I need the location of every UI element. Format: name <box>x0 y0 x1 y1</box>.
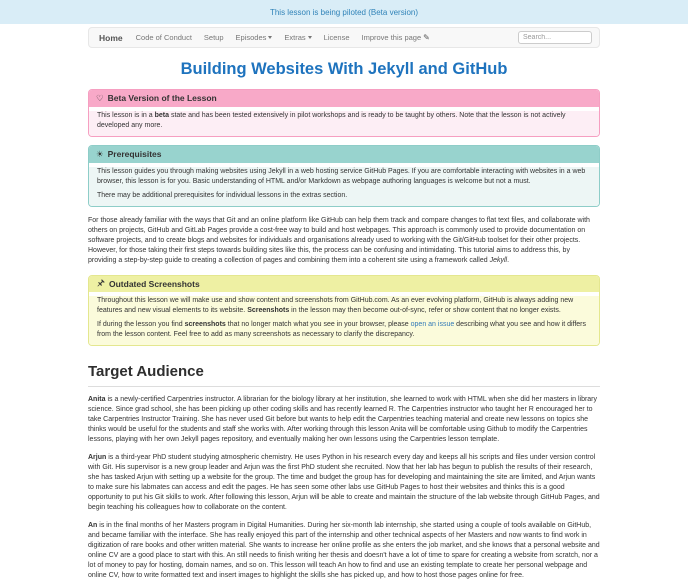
intro-text-pre: For those already familiar with the ways that Git and an online platform like GitHub can help them track and compare changes to flat text files, and collaborate with others on projects, GitHub and GitLab Pages provide a cost-free way to build and host webpages. This approach is commonly used to provide documentation on software projects, and to create blogs and websites for individuals and organisations already used to working with the Git/GitHub toolset for their other projects. However, for those taking their first steps towards building sites like this, the process can be confusing and intimidating. This tutorial aims to address this, by providing a step-by-step guide to creating a collection of pages and combining them into a coherent site using a framework called <box>88 217 590 264</box>
outdated-p1-bold: Screenshots <box>247 307 290 314</box>
beta-text-pre: This lesson is in a <box>97 112 155 119</box>
persona-anita <box>88 395 600 445</box>
chevron-down-icon <box>308 36 312 39</box>
prerequisites-paragraph-2: There may be additional prerequisites for individual lessons in the extras section. <box>97 192 348 199</box>
outdated-p2-post: describing what you see and how it differs from the lesson content. Feel free to add as many screenshots as necessary to clarify the discrepancy. <box>97 321 587 338</box>
pilot-banner <box>0 0 688 24</box>
outdated-p1-pre: Throughout this lesson we will make use and show content and screenshots from GitHub.com. As an ever evolving platform, GitHub is always adding new features and new visual elements to its website. <box>97 297 574 314</box>
navbar <box>88 27 600 48</box>
persona-an-name: An <box>88 522 98 529</box>
beta-callout-body <box>89 111 599 136</box>
nav-item-home[interactable]: Home <box>99 32 123 43</box>
prerequisites-paragraph-1: This lesson guides you through making websites using Jekyll in a web hosting service GitHub Pages. If you are comfortable interacting with websites in a web browser, this lesson is for you. Basic understanding of HTML and/or Markdown as webpage authoring languages is welcome but not a must. <box>97 168 586 185</box>
beta-callout-text <box>97 111 591 131</box>
outdated-callout-title: Outdated Screenshots <box>109 279 200 289</box>
intro-text-post: . <box>507 257 510 264</box>
outdated-p2-mid: that no longer match what you see in your browser, please <box>225 321 411 328</box>
persona-arjun-text: is a third-year PhD student studying atmospheric chemistry. He uses Python in his research every day and keeps all his scripts and files under version control with Git. His supervisor is a new group leader and Arjun was the first PhD student she recruited. Now that her lab has begun to publish the results of their research, she has tasked Arjun with setting up a website for the group. The time and budget the group has for developing and maintaining the site are limited, and Arjun wants to make sure his labmates can access and edit the pages. He has seen some other labs use GitHub Pages to host their websites and thinks this is a good opportunity to put his Git skills to work. After following this lesson, Arjun will be able to create and maintain the structure of the lab website through GitHub Pages, and begin teaching his colleagues how to collaborate on the content. <box>88 454 600 511</box>
prerequisites-callout-body <box>89 167 599 206</box>
heart-icon: ♡ <box>96 93 104 103</box>
persona-an <box>88 521 600 581</box>
beta-callout <box>88 89 600 137</box>
persona-an-text: is in the final months of her Masters program in Digital Humanities. During her six-month lab internship, she started using a couple of tools available on GitHub, and became familiar with the interface. She has really enjoyed this part of the internship and other technical aspects of her Masters and now wants to find work in digitization of rare books and other written material. She wants to increase her online profile as she enters the job market, and she knows that a personal website and online CV are a good place to start with this. An still needs to finish writing her thesis and doesn't have a lot of time to spare for creating a website from scratch, nor a lot of money to pay for hosting, domain names, and so on. This lesson will teach An how to find and use an existing template to create her personal webpage and online CV, how to write formatted text and insert images to highlight the skills she has picked up, and how to host those pages online for free. <box>88 522 600 579</box>
pushpin-icon <box>96 279 105 288</box>
prerequisites-callout <box>88 145 600 207</box>
nav-item-code-of-conduct[interactable]: Code of Conduct <box>135 33 192 42</box>
outdated-callout-body <box>89 296 599 345</box>
pilot-banner-link[interactable]: This lesson is being piloted (Beta version) <box>269 8 419 17</box>
chevron-down-icon <box>268 36 272 39</box>
intro-paragraph <box>88 216 600 266</box>
nav-item-improve-label: Improve this page <box>361 33 422 42</box>
outdated-callout-header <box>89 276 599 292</box>
beta-callout-title: Beta Version of the Lesson <box>107 93 217 103</box>
open-an-issue-link[interactable]: open an issue <box>410 321 455 328</box>
persona-anita-name: Anita <box>88 396 106 403</box>
intro-text-jekyll: Jekyll <box>489 257 508 264</box>
nav-item-license[interactable]: License <box>323 33 350 42</box>
nav-item-extras-label: Extras <box>284 33 306 42</box>
outdated-p1-post: in the lesson may then become out-of-sync, refer or show content that no longer exists. <box>289 307 561 314</box>
nav-item-episodes-label: Episodes <box>235 33 267 42</box>
persona-arjun <box>88 453 600 513</box>
nav-item-setup[interactable]: Setup <box>203 33 224 42</box>
prerequisites-callout-header <box>89 146 599 163</box>
outdated-screenshots-callout <box>88 275 600 346</box>
page-title: Building Websites With Jekyll and GitHub <box>180 60 508 78</box>
beta-text-bold: beta <box>154 112 169 119</box>
prerequisites-callout-title: Prerequisites <box>107 149 162 159</box>
nav-item-episodes[interactable] <box>230 33 279 42</box>
search-input[interactable] <box>518 31 592 44</box>
beta-callout-header <box>89 90 599 107</box>
outdated-p2-bold: screenshots <box>184 321 226 328</box>
beta-text-post: state and has been tested extensively in pilot workshops and is ready to be taught by others. Note that the lesson is not actively developed any more. <box>97 112 566 129</box>
persona-anita-text: is a newly-certified Carpentries instructor. A librarian for the biology library at her institution, she learned to work with HTML when she did her masters in library science. Since grad school, she has been picking up other coding skills and has recently learned R. The Carpentries instructor who taught her R encouraged her to take Carpentries Instructor Training. She has never used Git before but wants to help edit the Carpentries teaching material and create new lessons on topics she thinks would be useful for the students and staff she works with. After working through this lesson Anita will be comfortable using Github to modify the Carpentries lessons, playing with her own Jekyll pages repository, and eventually making her own lessons using the Carpentries lesson template. <box>88 396 598 443</box>
sun-icon: ☀ <box>96 149 104 159</box>
nav-item-extras[interactable] <box>278 33 317 42</box>
outdated-p2-pre: If during the lesson you find <box>97 321 185 328</box>
outdated-paragraph-1 <box>97 296 591 316</box>
target-audience-heading: Target Audience <box>88 363 600 387</box>
persona-arjun-name: Arjun <box>88 454 107 461</box>
lesson-content <box>88 60 600 581</box>
outdated-paragraph-2 <box>97 320 591 340</box>
nav-item-improve-this-page[interactable] <box>356 33 436 42</box>
pencil-icon: ✎ <box>423 33 430 42</box>
